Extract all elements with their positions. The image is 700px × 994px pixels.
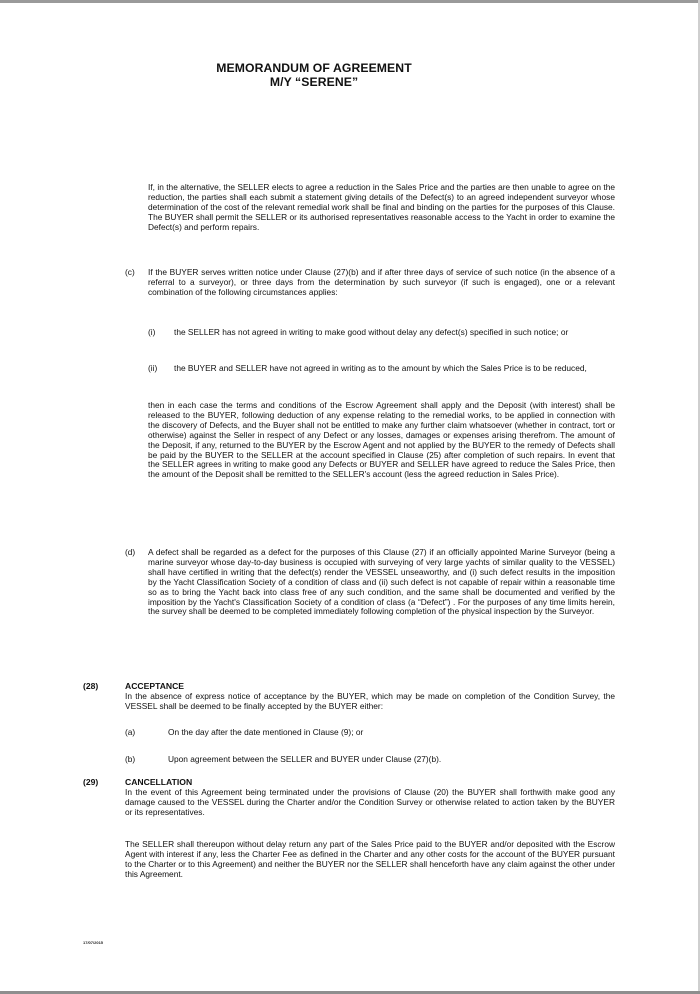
clause-29-heading: CANCELLATION [125,777,193,787]
clause-c-i-label: (i) [148,327,156,337]
clause-d-label: (d) [125,547,136,557]
clause-28-b-text: Upon agreement between the SELLER and BUYER under Clause (27)(b). [168,754,442,764]
clause-28-heading: ACCEPTANCE [125,681,185,691]
clause-28-b-label: (b) [125,754,136,764]
clause-28-number: (28) [83,681,99,691]
document-subtitle: M/Y “SERENE” [269,75,359,89]
clause-29-paragraph-2: The SELLER shall thereupon without delay return any part of the Sales Price paid to the BUYER and/or deposited with the Escrow Agent with interest if any, less the Charter Fee as defined in the Charter and any other costs for the account of the BUYER pursuant to the Charter or to this Agreement) and neither the BUYER nor the SELLER shall henceforth have any claim against the other under this Agreement. [125,839,615,879]
clause-28-text: In the absence of express notice of acceptance by the BUYER, which may be made on completion of the Condition Survey, the VESSEL shall be deemed to be finally accepted by the BUYER either: [125,691,615,711]
footer-code: 17/07/2015 [83,940,104,945]
page-top-border [0,0,700,3]
clause-c-then-paragraph: then in each case the terms and conditions of the Escrow Agreement shall apply and the Deposit (with interest) shall be released to the BUYER, following deduction of any expense relating to the remedial works, to be applied in connection with the discovery of Defects, and the Buyer shall not be entitled to make any further claim whatsoever (whether in contract, tort or otherwise) against the Seller in respect of any Defect or any losses, damages or expenses arising therefrom. The amount of the Deposit, if any, returned to the BUYER by the Escrow Agent and not applied by the BUYER to the remedy of Defects shall be paid by the BUYER to the SELLER at the account specified in Clause (25) after completion of such repairs. In event that the SELLER agrees in writing to make good any Defects or BUYER and SELLER have agreed to reduce the Sales Price, then the amount of the Deposit shall be remitted to the SELLER's account (less the agreed reduction in Sales Price). [148,400,615,480]
intro-paragraph: If, in the alternative, the SELLER elects to agree a reduction in the Sales Price and the parties are then unable to agree on the reduction, the parties shall each submit a statement giving details of the Defect(s) to an agreed independent surveyor whose determination of the cost of the relevant remedial work shall be final and binding on the parties for the purposes of this Clause. The BUYER shall permit the SELLER or its authorised representatives reasonable access to the Yacht in order to examine the Defect(s) and perform repairs. [148,182,615,232]
clause-29-number: (29) [83,777,99,787]
clause-28-a-text: On the day after the date mentioned in Clause (9); or [168,727,364,737]
clause-c-i-text: the SELLER has not agreed in writing to make good without delay any defect(s) specified in such notice; or [174,327,569,337]
clause-c-ii-label: (ii) [148,363,158,373]
document-title: MEMORANDUM OF AGREEMENT [216,61,412,75]
clause-28-a-label: (a) [125,727,136,737]
clause-c-label: (c) [125,267,135,277]
clause-d-text: A defect shall be regarded as a defect for the purposes of this Clause (27) if an officially appointed Marine Surveyor (being a marine surveyor whose day-to-day business is occupied with surveying of very large yachts of similar quality to the VESSEL) shall have certified in writing that the defect(s) render the VESSEL unseaworthy, and (i) such defect results in the imposition by the Yacht Classification Society of a condition of class and (ii) such defect is not capable of repair within a reasonable time so as to bring the Yacht back into class free of any such condition, and the same shall be documented and verified by the imposition by the Yacht's Classification Society of a condition of class (a “Defect”) . For the purposes of any time limits herein, the survey shall be deemed to be completed immediately following completion of the physical inspection by the Surveyor. [148,547,615,617]
clause-c-text: If the BUYER serves written notice under Clause (27)(b) and if after three days of service of such notice (in the absence of a referral to a surveyor), or three days from the determination by such surveyor (if such is engaged), one or a relevant combination of the following circumstances applies: [148,267,615,297]
clause-c-ii-text: the BUYER and SELLER have not agreed in writing as to the amount by which the Sales Price is to be reduced, [174,363,587,373]
clause-29-paragraph-1: In the event of this Agreement being terminated under the provisions of Clause (20) the BUYER shall forthwith make good any damage caused to the VESSEL during the Charter and/or the Condition Survey or otherwise related to action taken by the BUYER or its representatives. [125,787,615,817]
